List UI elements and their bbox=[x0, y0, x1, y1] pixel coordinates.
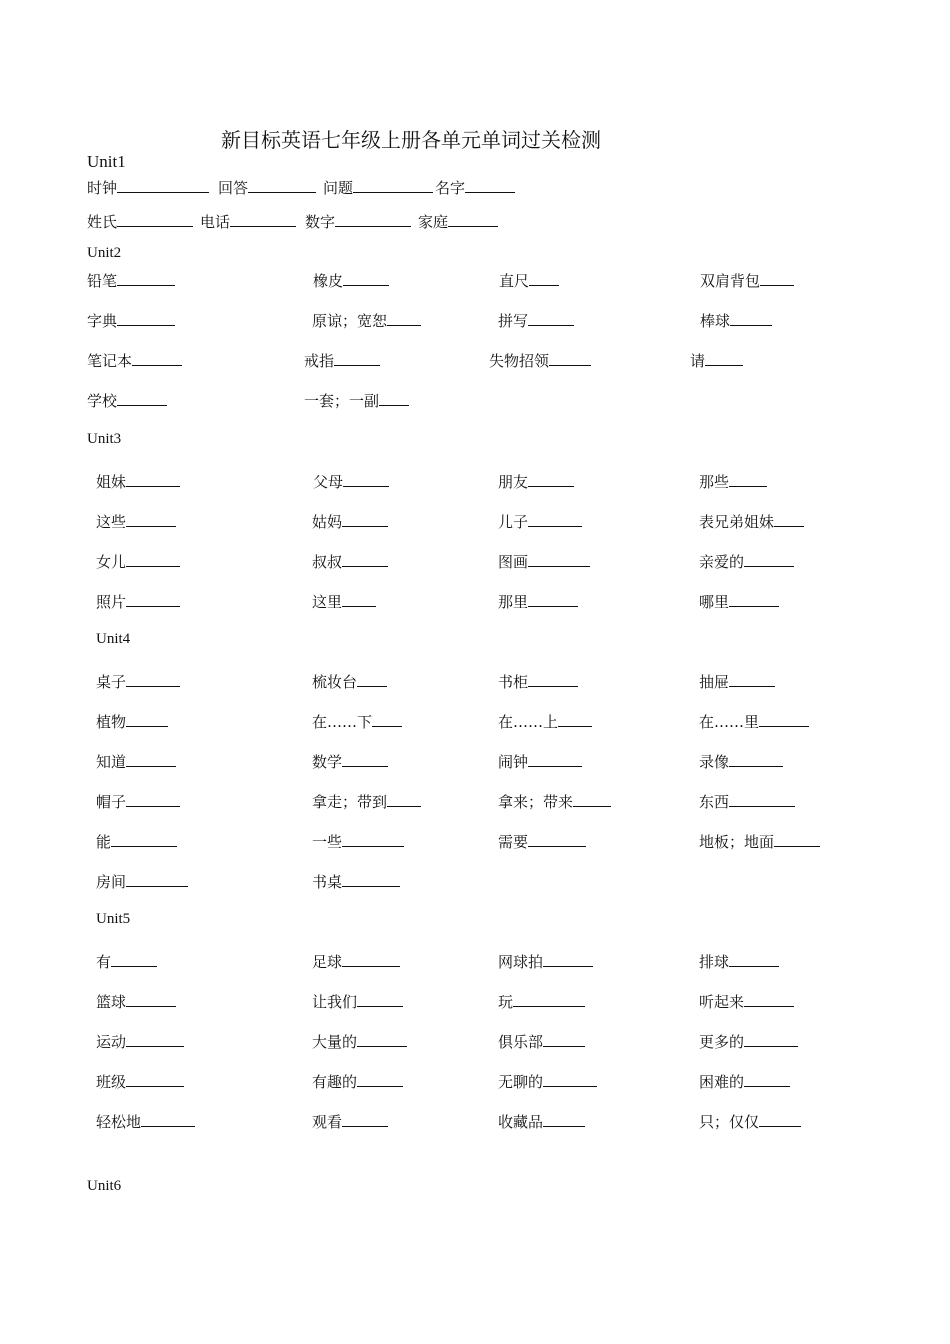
vocab-word: 在……上 bbox=[498, 713, 559, 731]
vocab-item bbox=[312, 791, 421, 812]
vocab-item bbox=[87, 390, 167, 411]
vocab-word: 排球 bbox=[699, 953, 730, 971]
vocab-item bbox=[312, 310, 421, 331]
answer-blank bbox=[342, 872, 400, 887]
answer-blank bbox=[126, 1072, 184, 1087]
vocab-item bbox=[96, 871, 188, 892]
vocab-row bbox=[0, 211, 950, 233]
answer-blank bbox=[334, 351, 380, 366]
vocab-word: 表兄弟姐妹 bbox=[699, 513, 775, 531]
answer-blank bbox=[543, 1112, 585, 1127]
answer-blank bbox=[558, 712, 592, 727]
vocab-item bbox=[418, 211, 498, 232]
vocab-item bbox=[96, 951, 157, 972]
vocab-item bbox=[96, 1111, 195, 1132]
vocab-item bbox=[312, 1111, 388, 1132]
vocab-word: 让我们 bbox=[312, 993, 358, 1011]
answer-blank bbox=[729, 792, 795, 807]
vocab-item bbox=[312, 551, 388, 572]
vocab-row bbox=[0, 951, 950, 973]
vocab-item bbox=[96, 1071, 184, 1092]
answer-blank bbox=[357, 992, 403, 1007]
vocab-item bbox=[87, 270, 175, 291]
vocab-item bbox=[700, 270, 794, 291]
vocab-row bbox=[0, 177, 950, 199]
answer-blank bbox=[528, 752, 582, 767]
answer-blank bbox=[111, 832, 177, 847]
vocab-item bbox=[312, 711, 402, 732]
vocab-word: 听起来 bbox=[699, 993, 745, 1011]
answer-blank bbox=[528, 832, 586, 847]
vocab-item bbox=[498, 310, 574, 331]
vocab-word: 篮球 bbox=[96, 993, 127, 1011]
vocab-item bbox=[96, 671, 180, 692]
answer-blank bbox=[774, 832, 820, 847]
vocab-word: 学校 bbox=[87, 392, 118, 410]
vocab-item bbox=[498, 511, 582, 532]
vocab-word: 书柜 bbox=[498, 673, 529, 691]
answer-blank bbox=[343, 271, 389, 286]
vocab-item bbox=[699, 1031, 798, 1052]
answer-blank bbox=[528, 472, 574, 487]
answer-blank bbox=[342, 952, 400, 967]
vocab-item bbox=[312, 991, 403, 1012]
vocab-item bbox=[690, 350, 743, 371]
vocab-word: 一些 bbox=[312, 833, 343, 851]
answer-blank bbox=[126, 592, 180, 607]
vocab-item bbox=[87, 350, 182, 371]
vocab-item bbox=[498, 1071, 597, 1092]
vocab-item bbox=[312, 871, 400, 892]
vocab-item bbox=[200, 211, 296, 232]
vocab-item bbox=[96, 1031, 184, 1052]
vocab-word: 知道 bbox=[96, 753, 127, 771]
vocab-item bbox=[96, 991, 176, 1012]
vocab-item bbox=[498, 831, 586, 852]
answer-blank bbox=[513, 992, 585, 1007]
vocab-item bbox=[699, 831, 820, 852]
vocab-word: 无聊的 bbox=[498, 1073, 544, 1091]
vocab-row bbox=[0, 471, 950, 493]
answer-blank bbox=[342, 832, 404, 847]
unit-heading: Unit4 bbox=[96, 631, 131, 647]
answer-blank bbox=[126, 472, 180, 487]
answer-blank bbox=[729, 592, 779, 607]
vocab-word: 直尺 bbox=[499, 272, 530, 290]
vocab-item bbox=[96, 751, 176, 772]
vocab-item bbox=[323, 177, 433, 198]
vocab-word: 闹钟 bbox=[498, 753, 529, 771]
vocab-word: 父母 bbox=[313, 473, 344, 491]
vocab-word: 梳妆台 bbox=[312, 673, 358, 691]
vocab-word: 俱乐部 bbox=[498, 1033, 544, 1051]
answer-blank bbox=[543, 952, 593, 967]
answer-blank bbox=[465, 178, 515, 193]
answer-blank bbox=[357, 1032, 407, 1047]
vocab-word: 网球拍 bbox=[498, 953, 544, 971]
answer-blank bbox=[729, 952, 779, 967]
vocab-item bbox=[96, 551, 180, 572]
answer-blank bbox=[111, 952, 157, 967]
vocab-word: 班级 bbox=[96, 1073, 127, 1091]
answer-blank bbox=[342, 552, 388, 567]
vocab-word: 拿走；带到 bbox=[312, 793, 388, 811]
vocab-row bbox=[0, 671, 950, 693]
answer-blank bbox=[357, 1072, 403, 1087]
vocab-word: 姑妈 bbox=[312, 513, 343, 531]
vocab-row bbox=[0, 791, 950, 813]
unit-heading: Unit1 bbox=[87, 152, 126, 171]
vocab-item bbox=[312, 511, 388, 532]
answer-blank bbox=[126, 992, 176, 1007]
answer-blank bbox=[379, 391, 409, 406]
answer-blank bbox=[126, 752, 176, 767]
answer-blank bbox=[705, 351, 743, 366]
vocab-item bbox=[498, 1031, 585, 1052]
answer-blank bbox=[117, 311, 175, 326]
vocab-word: 运动 bbox=[96, 1033, 127, 1051]
unit-heading: Unit2 bbox=[87, 245, 122, 261]
answer-blank bbox=[760, 271, 794, 286]
answer-blank bbox=[357, 672, 387, 687]
answer-blank bbox=[759, 712, 809, 727]
vocab-item bbox=[312, 831, 404, 852]
vocab-word: 在……下 bbox=[312, 713, 373, 731]
vocab-row bbox=[0, 591, 950, 613]
vocab-item bbox=[305, 211, 411, 232]
vocab-word: 观看 bbox=[312, 1113, 343, 1131]
vocab-item bbox=[313, 270, 389, 291]
answer-blank bbox=[126, 552, 180, 567]
vocab-word: 更多的 bbox=[699, 1033, 745, 1051]
vocab-item bbox=[699, 1111, 801, 1132]
vocab-row bbox=[0, 390, 950, 412]
vocab-item bbox=[498, 711, 592, 732]
vocab-word: 照片 bbox=[96, 593, 127, 611]
answer-blank bbox=[126, 792, 180, 807]
vocab-word: 这些 bbox=[96, 513, 127, 531]
answer-blank bbox=[126, 512, 176, 527]
vocab-row bbox=[0, 511, 950, 533]
vocab-word: 帽子 bbox=[96, 793, 127, 811]
vocab-item bbox=[699, 471, 767, 492]
vocab-word: 字典 bbox=[87, 312, 118, 330]
vocab-item bbox=[699, 791, 795, 812]
vocab-row bbox=[0, 871, 950, 893]
vocab-word: 有趣的 bbox=[312, 1073, 358, 1091]
vocab-row bbox=[0, 350, 950, 372]
vocab-word: 只；仅仅 bbox=[699, 1113, 760, 1131]
unit-heading: Unit5 bbox=[96, 911, 131, 927]
vocab-item bbox=[312, 1031, 407, 1052]
answer-blank bbox=[744, 1032, 798, 1047]
answer-blank bbox=[528, 552, 590, 567]
answer-blank bbox=[132, 351, 182, 366]
vocab-word: 问题 bbox=[323, 179, 354, 197]
answer-blank bbox=[759, 1112, 801, 1127]
vocab-word: 一套；一副 bbox=[304, 392, 380, 410]
vocab-word: 抽屉 bbox=[699, 673, 730, 691]
vocab-word: 姐妹 bbox=[96, 473, 127, 491]
answer-blank bbox=[448, 212, 498, 227]
vocab-word: 回答 bbox=[218, 179, 249, 197]
answer-blank bbox=[528, 592, 578, 607]
vocab-row bbox=[0, 1111, 950, 1133]
vocab-item bbox=[700, 310, 772, 331]
vocab-word: 家庭 bbox=[418, 213, 449, 231]
answer-blank bbox=[353, 178, 433, 193]
vocab-word: 拼写 bbox=[498, 312, 529, 330]
answer-blank bbox=[126, 872, 188, 887]
vocab-word: 那些 bbox=[699, 473, 730, 491]
vocab-item bbox=[87, 177, 209, 198]
vocab-word: 有 bbox=[96, 953, 112, 971]
answer-blank bbox=[335, 212, 411, 227]
answer-blank bbox=[529, 271, 559, 286]
unit-heading: Unit3 bbox=[87, 431, 122, 447]
vocab-word: 铅笔 bbox=[87, 272, 118, 290]
vocab-item bbox=[699, 751, 783, 772]
vocab-word: 数字 bbox=[305, 213, 336, 231]
vocab-item bbox=[96, 791, 180, 812]
vocab-item bbox=[313, 471, 389, 492]
vocab-item bbox=[498, 751, 582, 772]
vocab-word: 姓氏 bbox=[87, 213, 118, 231]
vocab-item bbox=[498, 671, 578, 692]
vocab-row bbox=[0, 711, 950, 733]
vocab-row bbox=[0, 831, 950, 853]
vocab-item bbox=[96, 711, 168, 732]
vocab-word: 植物 bbox=[96, 713, 127, 731]
vocab-word: 足球 bbox=[312, 953, 343, 971]
vocab-word: 哪里 bbox=[699, 593, 730, 611]
vocab-item bbox=[304, 350, 380, 371]
vocab-word: 橡皮 bbox=[313, 272, 344, 290]
vocab-item bbox=[699, 711, 809, 732]
vocab-word: 轻松地 bbox=[96, 1113, 142, 1131]
vocab-word: 笔记本 bbox=[87, 352, 133, 370]
vocab-word: 这里 bbox=[312, 593, 343, 611]
vocab-item bbox=[699, 951, 779, 972]
vocab-word: 能 bbox=[96, 833, 112, 851]
answer-blank bbox=[342, 752, 388, 767]
vocab-item bbox=[498, 591, 578, 612]
vocab-item bbox=[498, 791, 611, 812]
vocab-word: 玩 bbox=[498, 993, 514, 1011]
vocab-word: 拿来；带来 bbox=[498, 793, 574, 811]
answer-blank bbox=[117, 178, 209, 193]
vocab-word: 双肩背包 bbox=[700, 272, 761, 290]
vocab-word: 地板；地面 bbox=[699, 833, 775, 851]
vocab-word: 需要 bbox=[498, 833, 529, 851]
vocab-item bbox=[87, 211, 193, 232]
vocab-word: 桌子 bbox=[96, 673, 127, 691]
vocab-row bbox=[0, 310, 950, 332]
vocab-row bbox=[0, 270, 950, 292]
vocab-word: 东西 bbox=[699, 793, 730, 811]
answer-blank bbox=[729, 472, 767, 487]
answer-blank bbox=[387, 792, 421, 807]
vocab-item bbox=[96, 831, 177, 852]
page-title: 新目标英语七年级上册各单元单词过关检测 bbox=[221, 128, 601, 152]
answer-blank bbox=[387, 311, 421, 326]
vocab-item bbox=[312, 1071, 403, 1092]
answer-blank bbox=[342, 1112, 388, 1127]
vocab-word: 房间 bbox=[96, 873, 127, 891]
vocab-word: 那里 bbox=[498, 593, 529, 611]
vocab-item bbox=[499, 270, 559, 291]
vocab-word: 录像 bbox=[699, 753, 730, 771]
answer-blank bbox=[528, 672, 578, 687]
vocab-word: 女儿 bbox=[96, 553, 127, 571]
vocab-item bbox=[489, 350, 591, 371]
vocab-word: 数学 bbox=[312, 753, 343, 771]
vocab-word: 亲爱的 bbox=[699, 553, 745, 571]
vocab-word: 儿子 bbox=[498, 513, 529, 531]
answer-blank bbox=[744, 1072, 790, 1087]
answer-blank bbox=[729, 752, 783, 767]
vocab-row bbox=[0, 991, 950, 1013]
vocab-item bbox=[498, 551, 590, 572]
vocab-word: 原谅；宽恕 bbox=[312, 312, 388, 330]
answer-blank bbox=[543, 1032, 585, 1047]
answer-blank bbox=[549, 351, 591, 366]
vocab-word: 在……里 bbox=[699, 713, 760, 731]
vocab-row bbox=[0, 1031, 950, 1053]
answer-blank bbox=[528, 311, 574, 326]
vocab-item bbox=[498, 991, 585, 1012]
vocab-word: 大量的 bbox=[312, 1033, 358, 1051]
vocab-item bbox=[699, 511, 804, 532]
answer-blank bbox=[230, 212, 296, 227]
vocab-item bbox=[96, 591, 180, 612]
vocab-item bbox=[699, 991, 794, 1012]
vocab-word: 书桌 bbox=[312, 873, 343, 891]
vocab-item bbox=[312, 591, 376, 612]
vocab-item bbox=[96, 471, 180, 492]
answer-blank bbox=[248, 178, 316, 193]
answer-blank bbox=[117, 391, 167, 406]
answer-blank bbox=[730, 311, 772, 326]
vocab-word: 请 bbox=[690, 352, 706, 370]
vocab-item bbox=[87, 310, 175, 331]
vocab-item bbox=[218, 177, 316, 198]
answer-blank bbox=[117, 271, 175, 286]
vocab-item bbox=[699, 1071, 790, 1092]
answer-blank bbox=[141, 1112, 195, 1127]
vocab-word: 棒球 bbox=[700, 312, 731, 330]
answer-blank bbox=[117, 212, 193, 227]
vocab-word: 叔叔 bbox=[312, 553, 343, 571]
vocab-item bbox=[699, 551, 794, 572]
answer-blank bbox=[528, 512, 582, 527]
vocab-item bbox=[498, 1111, 585, 1132]
answer-blank bbox=[342, 512, 388, 527]
vocab-item bbox=[435, 177, 515, 198]
vocab-word: 失物招领 bbox=[489, 352, 550, 370]
answer-blank bbox=[342, 592, 376, 607]
answer-blank bbox=[744, 992, 794, 1007]
vocab-item bbox=[96, 511, 176, 532]
vocab-word: 朋友 bbox=[498, 473, 529, 491]
vocab-row bbox=[0, 751, 950, 773]
answer-blank bbox=[543, 1072, 597, 1087]
vocab-word: 困难的 bbox=[699, 1073, 745, 1091]
answer-blank bbox=[126, 712, 168, 727]
vocab-word: 图画 bbox=[498, 553, 529, 571]
vocab-word: 收藏品 bbox=[498, 1113, 544, 1131]
vocab-row bbox=[0, 551, 950, 573]
answer-blank bbox=[343, 472, 389, 487]
vocab-item bbox=[304, 390, 409, 411]
vocab-item bbox=[312, 671, 387, 692]
vocab-item bbox=[312, 951, 400, 972]
answer-blank bbox=[126, 672, 180, 687]
vocab-item bbox=[699, 591, 779, 612]
vocab-item bbox=[699, 671, 775, 692]
answer-blank bbox=[126, 1032, 184, 1047]
vocab-item bbox=[498, 471, 574, 492]
answer-blank bbox=[774, 512, 804, 527]
answer-blank bbox=[573, 792, 611, 807]
vocab-word: 时钟 bbox=[87, 179, 118, 197]
unit-heading: Unit6 bbox=[87, 1178, 122, 1194]
vocab-word: 电话 bbox=[200, 213, 231, 231]
vocab-word: 名字 bbox=[435, 179, 466, 197]
answer-blank bbox=[729, 672, 775, 687]
vocab-word: 戒指 bbox=[304, 352, 335, 370]
vocab-row bbox=[0, 1071, 950, 1093]
vocab-item bbox=[312, 751, 388, 772]
vocab-item bbox=[498, 951, 593, 972]
answer-blank bbox=[744, 552, 794, 567]
answer-blank bbox=[372, 712, 402, 727]
